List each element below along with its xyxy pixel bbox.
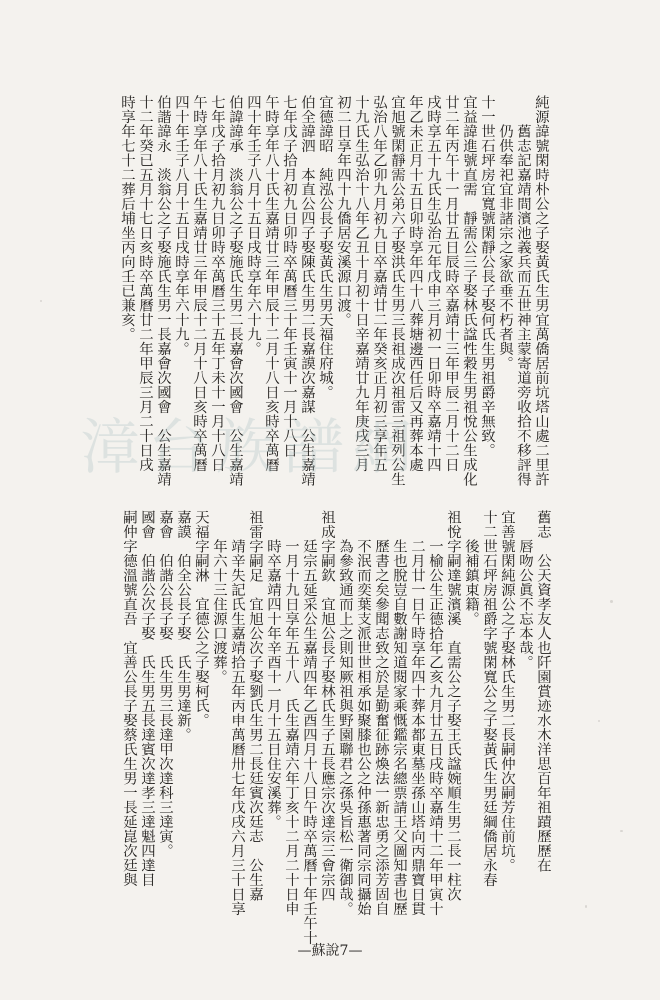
upper-text-block: 純源諱號閑時朴公之子娶黃氏生男宜萬僑居前坑塔山處二里許 舊志記嘉靖間濱池義兵而五世神主蒙寄道旁收拾不移評得 仍供奉祀宜非諸宗之家欲垂不朽者與。 十一世石坪房宜寬號閑靜公長子娶何氏生男祖爵辛無致。 宜益諱進號直需 靜需公三子娶林氏諡性穀生男祖悅公生成化 廿二年丙午十一月廿五日辰時卒嘉靖十三年甲辰二月十二日 戌時享五十九氏生弘治元年戊申三月初一日卯時卒嘉靖十四 年乙未正月十五日卯時享年四十八葬塘邊西任后又再葬本處 宜旭號閑靜需公弟六子娶洪氏生男三長祖成次祖雷三祖列公生 弘治八年乙卯九月初九日卒嘉靖廿二年癸亥正月初三享年五 十九氏生弘治十八年乙丑十月初十日辛嘉靖廿九年庚戌三月 初二日享年四十九僑居安溪源口渡。 宜德諱昭 純泓公長子娶黃氏生男天福住府城。 伯全諱泗 本直公四子娶陳氏生男二長嘉謨次嘉謀 公生嘉靖 七年戊子拾月初九日卯時卒萬曆三十年壬寅十一月十八日 午時享年八十氏生嘉靖廿三年甲辰十二月十八日亥時卒萬曆 四十年壬子八月十五日戌時享年六十九。 伯諱諱承 淡翁公之子娶施氏生男二長嘉會次國會 公生嘉靖 七年戊子拾月初九日卯時卒萬曆三十五年丁未十一月十八日 午時享年八十氏生嘉靖廿三年甲辰十二月十八日亥時卒萬曆 四十年壬子八月十五日戌時享年六十九。 伯諧諱永 淡翁公之子娶施氏生男一長嘉會次國會 公生嘉靖 十二年癸已五月十七日亥時卒萬曆廿二年甲辰三月二十日戌 時享年七十二葬后埔坐丙向壬已兼亥。: [119, 95, 549, 487]
lower-text-block: 舊志 公天資孝友人也阡園賞迹水木洋思百年祖蹟歷歷在 唇吻公眞不忘本哉。 宜善號閑純源公之子娶林氏生男二長嗣仲次嗣芳住前坑。 十二世石坪房祖爵字號閑寬公之子娶黃氏生男廷綱僑居永春 後補鎮東籍。 祖悅字嗣達號濱溪 直需公之子娶王氏諡婉順生男二長一柱次 一榆公生正德拾年乙亥九月廿五日戌時卒嘉靖十二年甲寅十 二月廿一日午時享年四十葬本都東墓坐孫山塔向丙鼎寶日貫 生也脫豈自數謝知道閱家乘慨鑑宗名總票請王父圖知書也歷 歷書之矣參聞志致之於是勤奮征跡煥法一新忠勇之添芳固自 不泯而奕葉支派世世相承如聚膝也公之仲孫惠著同宗同攝始 為參致通而上之則知厥祖與野園聯君之孫吳旨松一衛御哉。 祖成字嗣欽 宜旭公長子娶林氏生子五長應宗次達宗三會宗四 廷宗五延采公生嘉靖四年乙酉四月十八日午時卒萬曆十年壬午十 一月十九日享年五十八 氏生嘉靖六年丁亥十二月二十日申 時卒嘉靖四十年辛酉十一月十五日住安溪葬。 祖雷字嗣足 宜旭公次子娶劉氏生男二長廷賓次廷志 公生嘉 靖辛失記氏生嘉靖拾五年丙申萬曆卅七年戊戌六月三十日享 年六十三住源口渡葬。 天福字嗣淋 宜德公之子娶柯氏。 嘉謨 伯全公長子娶 氏生男達新。 嘉會 伯諧公長子娶 氏生男三長達甲次達科三達寅。 國會 伯諧公次子娶 氏生男五長達賓次達孝三達魁四達目 嗣仲字德溫號直吾 宜善公長子娶蔡氏生男一長延崑次廷與: [121, 510, 551, 945]
site-watermark: 漳台族譜網: [80, 413, 420, 483]
paper-speck: [40, 300, 42, 302]
paper-speck: [598, 720, 600, 722]
paper-speck: [610, 600, 613, 603]
page-number: —蘇說7—: [297, 943, 363, 959]
paper-speck: [620, 830, 623, 832]
paper-speck: [585, 905, 587, 908]
